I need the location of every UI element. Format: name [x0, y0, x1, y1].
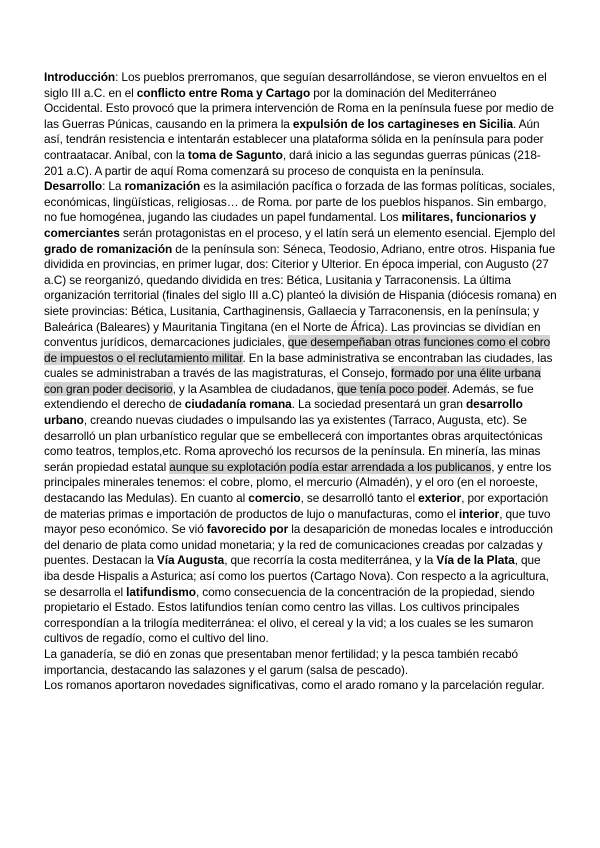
highlighted-text: que tenía poco poder: [337, 381, 447, 396]
bold-text: Introducción: [44, 70, 116, 84]
text-run: : Los pueblos prerromanos, que seguían desarrollándose, se vieron envueltos en el siglo III a.C. en el: [44, 70, 547, 100]
bold-text: comercio: [248, 491, 301, 506]
text-run: : La: [102, 179, 125, 194]
text-run: , que iba desde Hispalis a Asturica; así como los puertos (Cartago Nova). Con respecto a la agricultura, se desarrolla el: [44, 553, 549, 599]
text-run: por la dominación del Mediterráneo Occidental. Esto provocó que la primera intervención de Roma en la península fuese por medio de las Guerras Púnicas, causando en la primera la: [44, 85, 554, 131]
text-run: , y la Asamblea de ciudadanos,: [172, 381, 338, 396]
bold-text: Vía Augusta: [156, 553, 225, 568]
bold-text: romanización: [124, 179, 201, 194]
text-run: Los romanos aportaron novedades significativas, como el arado romano y la parcelación regular.: [44, 678, 545, 693]
highlighted-text: aunque su explotación podía estar arrendada a los publicanos: [169, 459, 492, 474]
text-run: . Además, se fue extendiendo el derecho de: [44, 381, 534, 412]
bold-text: grado de romanización: [44, 241, 173, 256]
text-run: La ganadería, se dió en zonas que presentaban menor fertilidad; y la pesca también recabó importancia, destacando las salazones y el garum (salsa de pescado).: [44, 646, 519, 677]
document-body: [44, 70, 558, 694]
text-run: . Aún así, tendrán resistencia e intentarán establecer una plataforma sólida en la península para poder contraatacar. Aníbal, con la: [44, 116, 544, 162]
text-run: es la asimilación pacífica o forzada de las formas políticas, sociales, económicas, lingüísticas, religiosas… de Roma. por parte de los pueblos hispanos. Sin embargo, no fue homogénea, jugando las ciudades un papel fundamental. Los: [44, 179, 556, 225]
text-run: , por exportación de materias primas e importación de productos de lujo o manufacturas, como el: [44, 491, 549, 521]
bold-text: interior: [458, 506, 500, 521]
text-run: serán protagonistas en el proceso, y el latín será un elemento esencial. Ejemplo del: [119, 225, 556, 240]
paragraph: [44, 179, 558, 647]
text-run: , creando nuevas ciudades o impulsando las ya existentes (Tarraco, Augusta, etc). Se desarrolló un plan urbanístico regular que se embellecerá con importantes obras arquitectónicas como teatros, templos,etc. Roma aprovechó los recursos de la península. En minería, las minas serán propiedad estatal: [44, 413, 543, 474]
bold-text: Vía de la Plata: [436, 553, 515, 568]
paragraph: [44, 678, 558, 694]
bold-text: expulsión de los cartagineses en Sicilia: [292, 116, 514, 131]
bold-text: exterior: [418, 491, 462, 506]
bold-text: ciudadanía romana: [184, 397, 292, 412]
highlighted-text: formado por una élite urbana con gran poder decisorio: [44, 366, 541, 396]
text-run: de la península son: Séneca, Teodosio, Adriano, entre otros. Hispania fue dividida en provincias, en primer lugar, dos: Citerior y Ulterior. En época imperial, con Augusto (27 a.C) se reorganizó, quedando dividida en tres: Bética, Lusitania y Tarraconensis. La última organización territorial (finales del siglo III a.C) planteó la división de Hispania (diócesis romana) en siete provincias: Bética, Lusitania, Carthaginensis, Gallaecia y Tarraconensis, en la península; y Baleárica (Baleares) y Mauritania Tingitana (en el Norte de África). Las provincias se dividían en conventus jurídicos, demarcaciones judiciales,: [44, 241, 557, 350]
paragraph: [44, 647, 558, 678]
text-run: , como consecuencia de la concentración de la propiedad, siendo propietario el Estado. Estos latifundios tenían como centro las villas. Los cultivos principales correspondían a la trilogía mediterránea: el olivo, el cereal y la vid; a los cuales se les sumaron cultivos de regadío, como el cultivo del lino.: [44, 584, 535, 646]
text-run: , dará inicio a las segundas guerras púnicas (218-201 a.C). A partir de aquí Roma comenzará su proceso de conquista en la península.: [44, 147, 541, 178]
text-run: la desaparición de monedas locales e introducción del denario de plata como unidad monetaria; y la red de comunicaciones creadas por calzadas y puentes. Destacan la: [44, 522, 553, 568]
bold-text: toma de Sagunto: [187, 147, 283, 162]
text-run: . En la base administrativa se encontraban las ciudades, las cuales se administraban a través de las magistraturas, el Consejo,: [44, 350, 553, 381]
bold-text: latifundismo: [126, 584, 196, 599]
bold-text: conflicto entre Roma y Cartago: [136, 85, 311, 100]
text-run: , se desarrolló tanto el: [300, 491, 419, 506]
bold-text: desarrollo urbano: [44, 397, 523, 428]
highlighted-text: que desempeñaban otras funciones como el cobro de impuestos o el reclutamiento militar: [44, 335, 551, 365]
text-run: , y entre los principales minerales tenemos: el cobre, plomo, el mercurio (Almadén), y el oro (en el noroeste, destacando las Medulas). En cuanto al: [44, 459, 552, 506]
bold-text: militares, funcionarios y comerciantes: [44, 210, 537, 240]
text-run: . La sociedad presentará un gran: [291, 397, 466, 412]
bold-text: favorecido por: [206, 522, 289, 537]
text-run: , que tuvo mayor peso económico. Se vió: [44, 506, 551, 537]
bold-text: Desarrollo: [44, 179, 103, 194]
text-run: , que recorría la costa mediterránea, y la: [224, 553, 437, 568]
paragraph: [44, 70, 558, 179]
